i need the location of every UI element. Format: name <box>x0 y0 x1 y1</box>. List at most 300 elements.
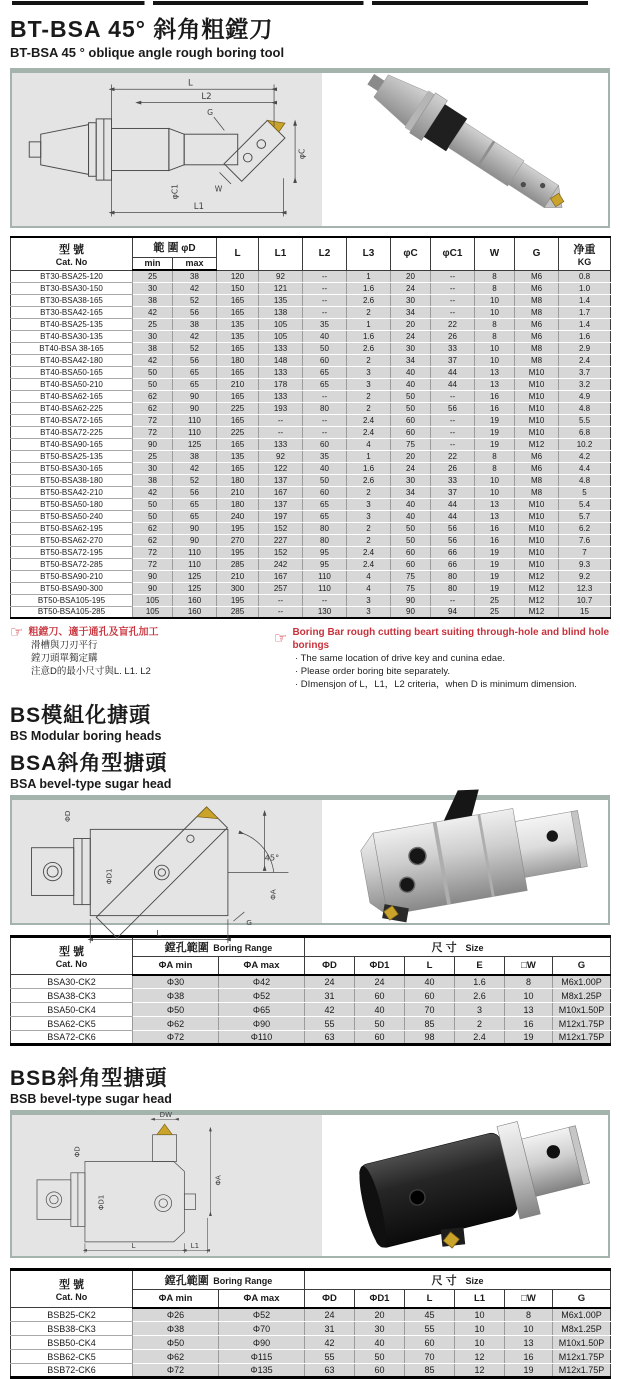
table-cell: 130 <box>303 606 347 618</box>
table-cell: M10 <box>515 426 559 438</box>
table-cell: 25 <box>475 606 515 618</box>
table-cell: 1.6 <box>347 330 391 342</box>
table-cell: 3 <box>347 510 391 522</box>
table-cell: 22 <box>431 318 475 330</box>
table-cell: BT30-BSA30-150 <box>11 282 133 294</box>
table-cell: BT50-BSA90-210 <box>11 570 133 582</box>
page-subtitle: BT-BSA 45 ° oblique angle rough boring tool <box>10 45 285 60</box>
table-cell: 133 <box>259 342 303 354</box>
table-cell: 165 <box>217 306 259 318</box>
table-cell: M8 <box>515 306 559 318</box>
table-cell: 31 <box>305 989 355 1003</box>
table-cell: 42 <box>305 1003 355 1017</box>
table-cell: 5.7 <box>559 510 611 522</box>
table-cell: 13 <box>475 498 515 510</box>
table-cell: -- <box>431 594 475 606</box>
table-cell: BT40-BSA42-180 <box>11 354 133 366</box>
table-cell: BT50-BSA25-135 <box>11 450 133 462</box>
table-cell: 2 <box>347 390 391 402</box>
table-cell: 10 <box>505 989 553 1003</box>
table-cell: 10 <box>505 1322 553 1336</box>
table-cell: 72 <box>133 426 173 438</box>
table-cell: 38 <box>133 474 173 486</box>
table-row <box>11 402 611 414</box>
table-cell: 55 <box>305 1350 355 1364</box>
table-cell: 80 <box>431 570 475 582</box>
table-cell: 50 <box>391 402 431 414</box>
table-cell: M6 <box>515 462 559 474</box>
table-cell: 10 <box>455 1322 505 1336</box>
table-row <box>11 342 611 354</box>
table-cell: 90 <box>173 522 217 534</box>
table-cell: 110 <box>173 558 217 570</box>
table-cell: Φ62 <box>133 1017 219 1031</box>
table-cell: 60 <box>355 1364 405 1378</box>
table-cell: 13 <box>475 510 515 522</box>
table-cell: 38 <box>133 342 173 354</box>
bt-bsa-product-photo <box>322 73 608 226</box>
table-cell: 165 <box>217 414 259 426</box>
table-cell: 165 <box>217 366 259 378</box>
dim-label-phiC: φC <box>297 148 307 160</box>
table-cell: 19 <box>505 1031 553 1045</box>
table-cell: 1.6 <box>455 975 505 989</box>
table-cell: 165 <box>217 342 259 354</box>
table-cell: 135 <box>217 318 259 330</box>
table-row <box>11 1336 611 1350</box>
table-cell: M6 <box>515 330 559 342</box>
table-row <box>11 330 611 342</box>
table-cell: 1.4 <box>559 294 611 306</box>
table-cell: 133 <box>259 390 303 402</box>
table-cell: M8x1.25P <box>553 989 611 1003</box>
table-cell: 5.5 <box>559 414 611 426</box>
col-header-phiD: ΦD <box>305 957 355 975</box>
table-cell: Φ52 <box>219 1308 305 1322</box>
table-cell: M6x1.00P <box>553 975 611 989</box>
table-cell: 90 <box>391 594 431 606</box>
table-cell: M8 <box>515 294 559 306</box>
table-cell: 55 <box>405 1322 455 1336</box>
table-cell: BT50-BSA105-285 <box>11 606 133 618</box>
table-cell: 50 <box>391 534 431 546</box>
dim-label-phiC1: φC1 <box>170 183 180 200</box>
table-cell: -- <box>431 390 475 402</box>
table-cell: -- <box>303 414 347 426</box>
table-cell: 195 <box>217 594 259 606</box>
table-cell: -- <box>431 438 475 450</box>
table-cell: M12x1.75P <box>553 1031 611 1045</box>
table-cell: -- <box>431 270 475 282</box>
table-cell: 167 <box>259 486 303 498</box>
table-cell: 133 <box>259 438 303 450</box>
dim-label-phiD1: ΦD1 <box>96 1194 106 1211</box>
bt-bsa-technical-drawing <box>12 73 322 226</box>
table-cell: 60 <box>303 354 347 366</box>
table-cell: -- <box>431 414 475 426</box>
table-cell: 3.2 <box>559 378 611 390</box>
table-cell: 3 <box>347 378 391 390</box>
table-cell: 10 <box>455 1308 505 1322</box>
table-cell: 180 <box>217 474 259 486</box>
table-cell: 38 <box>133 294 173 306</box>
section-subtitle-bsa: BSA bevel-type sugar head <box>10 777 172 791</box>
notes-zh <box>10 623 274 691</box>
table-cell: 7 <box>559 546 611 558</box>
table-cell: 85 <box>405 1017 455 1031</box>
table-cell: 16 <box>475 390 515 402</box>
table-cell: 3 <box>347 498 391 510</box>
bsa-product-photo <box>322 800 608 923</box>
table-cell: BT40-BSA50-165 <box>11 366 133 378</box>
table-row <box>11 989 611 1003</box>
bsa-figure-panel <box>10 795 610 938</box>
table-cell: 26 <box>431 330 475 342</box>
table-cell: M12x1.75P <box>553 1364 611 1378</box>
table-cell: 2.4 <box>347 426 391 438</box>
col-header-range: 範 圍 φD <box>133 237 217 257</box>
table-cell: 8 <box>475 270 515 282</box>
table-cell: BSB50-CK4 <box>11 1336 133 1350</box>
table-cell: 6.2 <box>559 522 611 534</box>
col-header-phiD: ΦD <box>305 1290 355 1308</box>
table-cell: 42 <box>173 282 217 294</box>
table-cell: 56 <box>431 522 475 534</box>
table-cell: Φ52 <box>219 989 305 1003</box>
table-cell: 2.4 <box>347 546 391 558</box>
table-cell: 13 <box>475 366 515 378</box>
table-cell: M10 <box>515 522 559 534</box>
table-cell: 42 <box>173 330 217 342</box>
table-cell: 65 <box>173 510 217 522</box>
table-cell: BSA72-CK6 <box>11 1031 133 1045</box>
table-row <box>11 462 611 474</box>
table-cell: 150 <box>217 282 259 294</box>
table-cell: 62 <box>133 402 173 414</box>
table-cell: 4 <box>347 570 391 582</box>
table-cell: Φ38 <box>133 1322 219 1336</box>
col-header-size: 尺 寸 Size <box>305 1270 611 1290</box>
table-cell: M6 <box>515 282 559 294</box>
table-row <box>11 522 611 534</box>
note-title-zh: 粗鏜刀、適于通孔及盲孔加工 <box>28 627 159 638</box>
table-cell: M6 <box>515 270 559 282</box>
bsb-drawing-svg <box>12 1110 322 1256</box>
table-cell: 56 <box>173 354 217 366</box>
table-cell: Φ65 <box>219 1003 305 1017</box>
table-cell: BT50-BSA105-195 <box>11 594 133 606</box>
table-cell: 13 <box>475 378 515 390</box>
table-cell: 30 <box>355 1322 405 1336</box>
table-cell: 24 <box>305 975 355 989</box>
table-cell: 85 <box>405 1364 455 1378</box>
table-cell: 24 <box>391 330 431 342</box>
table-cell: 1.4 <box>559 318 611 330</box>
table-cell: M10 <box>515 546 559 558</box>
table-cell: 90 <box>391 606 431 618</box>
table-cell: 137 <box>259 498 303 510</box>
table-cell: 50 <box>133 510 173 522</box>
table-cell: 35 <box>303 450 347 462</box>
table-cell: 20 <box>391 450 431 462</box>
col-header-size: 尺 寸 Size <box>305 937 611 957</box>
table-cell: 92 <box>259 450 303 462</box>
table-cell: 25 <box>133 270 173 282</box>
table-cell: 4 <box>347 582 391 594</box>
table-cell: 12 <box>455 1364 505 1378</box>
table-cell: 38 <box>173 270 217 282</box>
table-cell: 19 <box>505 1364 553 1378</box>
table-cell: 133 <box>259 366 303 378</box>
table-cell: 120 <box>217 270 259 282</box>
pointer-hand-icon: ☞ <box>10 623 24 641</box>
table-row <box>11 558 611 570</box>
table-cell: 1.6 <box>559 330 611 342</box>
table-cell: 50 <box>355 1350 405 1364</box>
note-line: · DImensjon of L，L1，L2 criteria，when D is minimum dimension. <box>295 679 577 690</box>
bsb-product-photo <box>322 1115 608 1256</box>
table-cell: 95 <box>303 546 347 558</box>
table-cell: 2.4 <box>347 414 391 426</box>
table-cell: 125 <box>173 582 217 594</box>
table-cell: BT50-BSA72-285 <box>11 558 133 570</box>
table-cell: 98 <box>405 1031 455 1045</box>
table-cell: M12x1.75P <box>553 1017 611 1031</box>
table-cell: 50 <box>391 390 431 402</box>
table-cell: 110 <box>173 426 217 438</box>
table-cell: 19 <box>475 558 515 570</box>
table-cell: 42 <box>133 486 173 498</box>
table-cell: 33 <box>431 474 475 486</box>
table-cell: 95 <box>303 558 347 570</box>
dim-label-L: L <box>187 78 193 89</box>
table-cell: 9.3 <box>559 558 611 570</box>
table-cell: 30 <box>133 462 173 474</box>
col-header-L: L <box>405 957 455 975</box>
table-cell: 30 <box>391 342 431 354</box>
table-cell: 70 <box>405 1003 455 1017</box>
table-cell: 2.6 <box>347 474 391 486</box>
table-cell: BSA62-CK5 <box>11 1017 133 1031</box>
table-cell: BT50-BSA42-210 <box>11 486 133 498</box>
section-subtitle-bs-modular: BS Modular boring heads <box>10 729 162 743</box>
col-header-amin: ΦA min <box>133 1290 219 1308</box>
table-cell: M12 <box>515 594 559 606</box>
table-cell: 40 <box>405 975 455 989</box>
table-cell: 30 <box>391 474 431 486</box>
table-cell: 80 <box>303 534 347 546</box>
table-cell: 10 <box>475 354 515 366</box>
col-header-G: G <box>515 237 559 270</box>
table-cell: 40 <box>355 1336 405 1350</box>
table-cell: 1.7 <box>559 306 611 318</box>
table-cell: 60 <box>405 989 455 1003</box>
table-cell: 52 <box>173 474 217 486</box>
table-cell: 3 <box>455 1003 505 1017</box>
col-header-G: G <box>553 957 611 975</box>
table-cell: M10 <box>515 390 559 402</box>
table-cell: 50 <box>133 378 173 390</box>
col-header-L: L <box>405 1290 455 1308</box>
dim-label-phiD: ΦD <box>63 810 73 823</box>
table-cell: 16 <box>505 1017 553 1031</box>
table-cell: 121 <box>259 282 303 294</box>
table-cell: 210 <box>217 570 259 582</box>
note-line: 滑槽與刀刃平行 <box>31 640 98 651</box>
table-cell: 13 <box>505 1336 553 1350</box>
table-cell: -- <box>259 414 303 426</box>
table-row <box>11 498 611 510</box>
col-header-model: 型 號 Cat. No <box>11 937 133 975</box>
table-row <box>11 306 611 318</box>
table-cell: 35 <box>303 318 347 330</box>
table-cell: Φ50 <box>133 1336 219 1350</box>
table-cell: -- <box>259 606 303 618</box>
table-cell: M10 <box>515 510 559 522</box>
table-row <box>11 1031 611 1045</box>
table-cell: 110 <box>173 546 217 558</box>
table-cell: 25 <box>133 450 173 462</box>
col-header-model: 型 號 Cat. No <box>11 1270 133 1308</box>
table-cell: 50 <box>391 522 431 534</box>
table-cell: 60 <box>303 438 347 450</box>
table-cell: 8 <box>505 1308 553 1322</box>
table-row <box>11 1308 611 1322</box>
dim-label-phiA: ΦA <box>268 889 278 901</box>
table-cell: 44 <box>431 366 475 378</box>
table-cell: 122 <box>259 462 303 474</box>
col-header-phiC: φC <box>391 237 431 270</box>
table-cell: 8 <box>475 462 515 474</box>
table-cell: 20 <box>391 318 431 330</box>
table-cell: BSA30-CK2 <box>11 975 133 989</box>
bsa-technical-drawing <box>12 800 322 938</box>
table-cell: BT40-BSA90-165 <box>11 438 133 450</box>
table-cell: 50 <box>303 474 347 486</box>
table-cell: 38 <box>173 450 217 462</box>
table-cell: 285 <box>217 558 259 570</box>
table-cell: 210 <box>217 378 259 390</box>
table-cell: 1.0 <box>559 282 611 294</box>
col-header-boring-range: 鏜孔範圍 Boring Range <box>133 937 305 957</box>
table-row <box>11 510 611 522</box>
dim-label-L: L <box>156 927 161 938</box>
table-cell: 19 <box>475 570 515 582</box>
table-cell: 92 <box>259 270 303 282</box>
table-cell: 4.4 <box>559 462 611 474</box>
table-cell: 60 <box>391 414 431 426</box>
table-cell: 110 <box>173 414 217 426</box>
table-cell: 240 <box>217 510 259 522</box>
table-cell: 4.9 <box>559 390 611 402</box>
table-cell: 60 <box>355 1031 405 1045</box>
col-header-amax: ΦA max <box>219 957 305 975</box>
table-cell: 2.6 <box>455 989 505 1003</box>
table-row <box>11 414 611 426</box>
table-cell: 148 <box>259 354 303 366</box>
bsb-technical-drawing <box>12 1110 322 1256</box>
table-row <box>11 366 611 378</box>
table-row <box>11 1322 611 1336</box>
table-cell: 2 <box>347 354 391 366</box>
table-cell: 3 <box>347 606 391 618</box>
catalog-page <box>0 1 620 1375</box>
table-cell: 62 <box>133 390 173 402</box>
table-cell: 1 <box>347 270 391 282</box>
table-cell: 75 <box>391 438 431 450</box>
table-row <box>11 570 611 582</box>
table-cell: 33 <box>431 342 475 354</box>
section-title-bsa: BSA斜角型搪頭 <box>10 752 168 775</box>
dim-label-phiA: ΦA <box>213 1175 223 1186</box>
note-line: 鏜刀頭單獨定購 <box>31 653 98 664</box>
table-cell: -- <box>303 294 347 306</box>
table-cell: 62 <box>133 522 173 534</box>
table-cell: BT50-BSA50-240 <box>11 510 133 522</box>
table-cell: 42 <box>133 306 173 318</box>
bt-bsa-table-body <box>11 270 611 618</box>
col-header-L3: L3 <box>347 237 391 270</box>
table-cell: 19 <box>475 582 515 594</box>
table-row <box>11 594 611 606</box>
dim-label-L1: L1 <box>193 201 204 212</box>
table-cell: 30 <box>391 294 431 306</box>
table-row <box>11 354 611 366</box>
table-cell: 2.4 <box>559 354 611 366</box>
col-header-min: min <box>133 257 173 270</box>
table-cell: BT30-BSA25-120 <box>11 270 133 282</box>
table-cell: 65 <box>173 378 217 390</box>
table-cell: Φ115 <box>219 1350 305 1364</box>
table-row <box>11 318 611 330</box>
table-cell: BT30-BSA38-165 <box>11 294 133 306</box>
col-header-E: E <box>455 957 505 975</box>
table-cell: 34 <box>391 486 431 498</box>
table-cell: 225 <box>217 402 259 414</box>
table-cell: Φ135 <box>219 1364 305 1378</box>
table-cell: -- <box>259 594 303 606</box>
table-cell: 8 <box>475 318 515 330</box>
table-cell: -- <box>431 306 475 318</box>
table-cell: 5.4 <box>559 498 611 510</box>
table-cell: BT30-BSA42-165 <box>11 306 133 318</box>
table-cell: BT50-BSA72-195 <box>11 546 133 558</box>
table-cell: 3 <box>347 594 391 606</box>
table-cell: 10.7 <box>559 594 611 606</box>
table-cell: -- <box>431 282 475 294</box>
table-cell: M6x1.00P <box>553 1308 611 1322</box>
table-cell: 65 <box>303 498 347 510</box>
table-cell: 135 <box>217 450 259 462</box>
table-cell: 65 <box>303 378 347 390</box>
table-cell: BT40-BSA62-225 <box>11 402 133 414</box>
table-row <box>11 426 611 438</box>
table-cell: BT40-BSA62-165 <box>11 390 133 402</box>
table-cell: 90 <box>173 534 217 546</box>
table-cell: 25 <box>133 318 173 330</box>
table-cell: 227 <box>259 534 303 546</box>
section-title-bs-modular: BS模組化搪頭 <box>10 704 152 727</box>
table-cell: -- <box>303 426 347 438</box>
table-cell: BT40-BSA30-135 <box>11 330 133 342</box>
table-cell: 60 <box>405 1336 455 1350</box>
table-cell: BSA38-CK3 <box>11 989 133 1003</box>
table-cell: 44 <box>431 510 475 522</box>
table-cell: 90 <box>133 570 173 582</box>
table-cell: 138 <box>259 306 303 318</box>
table-cell: 20 <box>355 1308 405 1322</box>
table-cell: 40 <box>303 330 347 342</box>
